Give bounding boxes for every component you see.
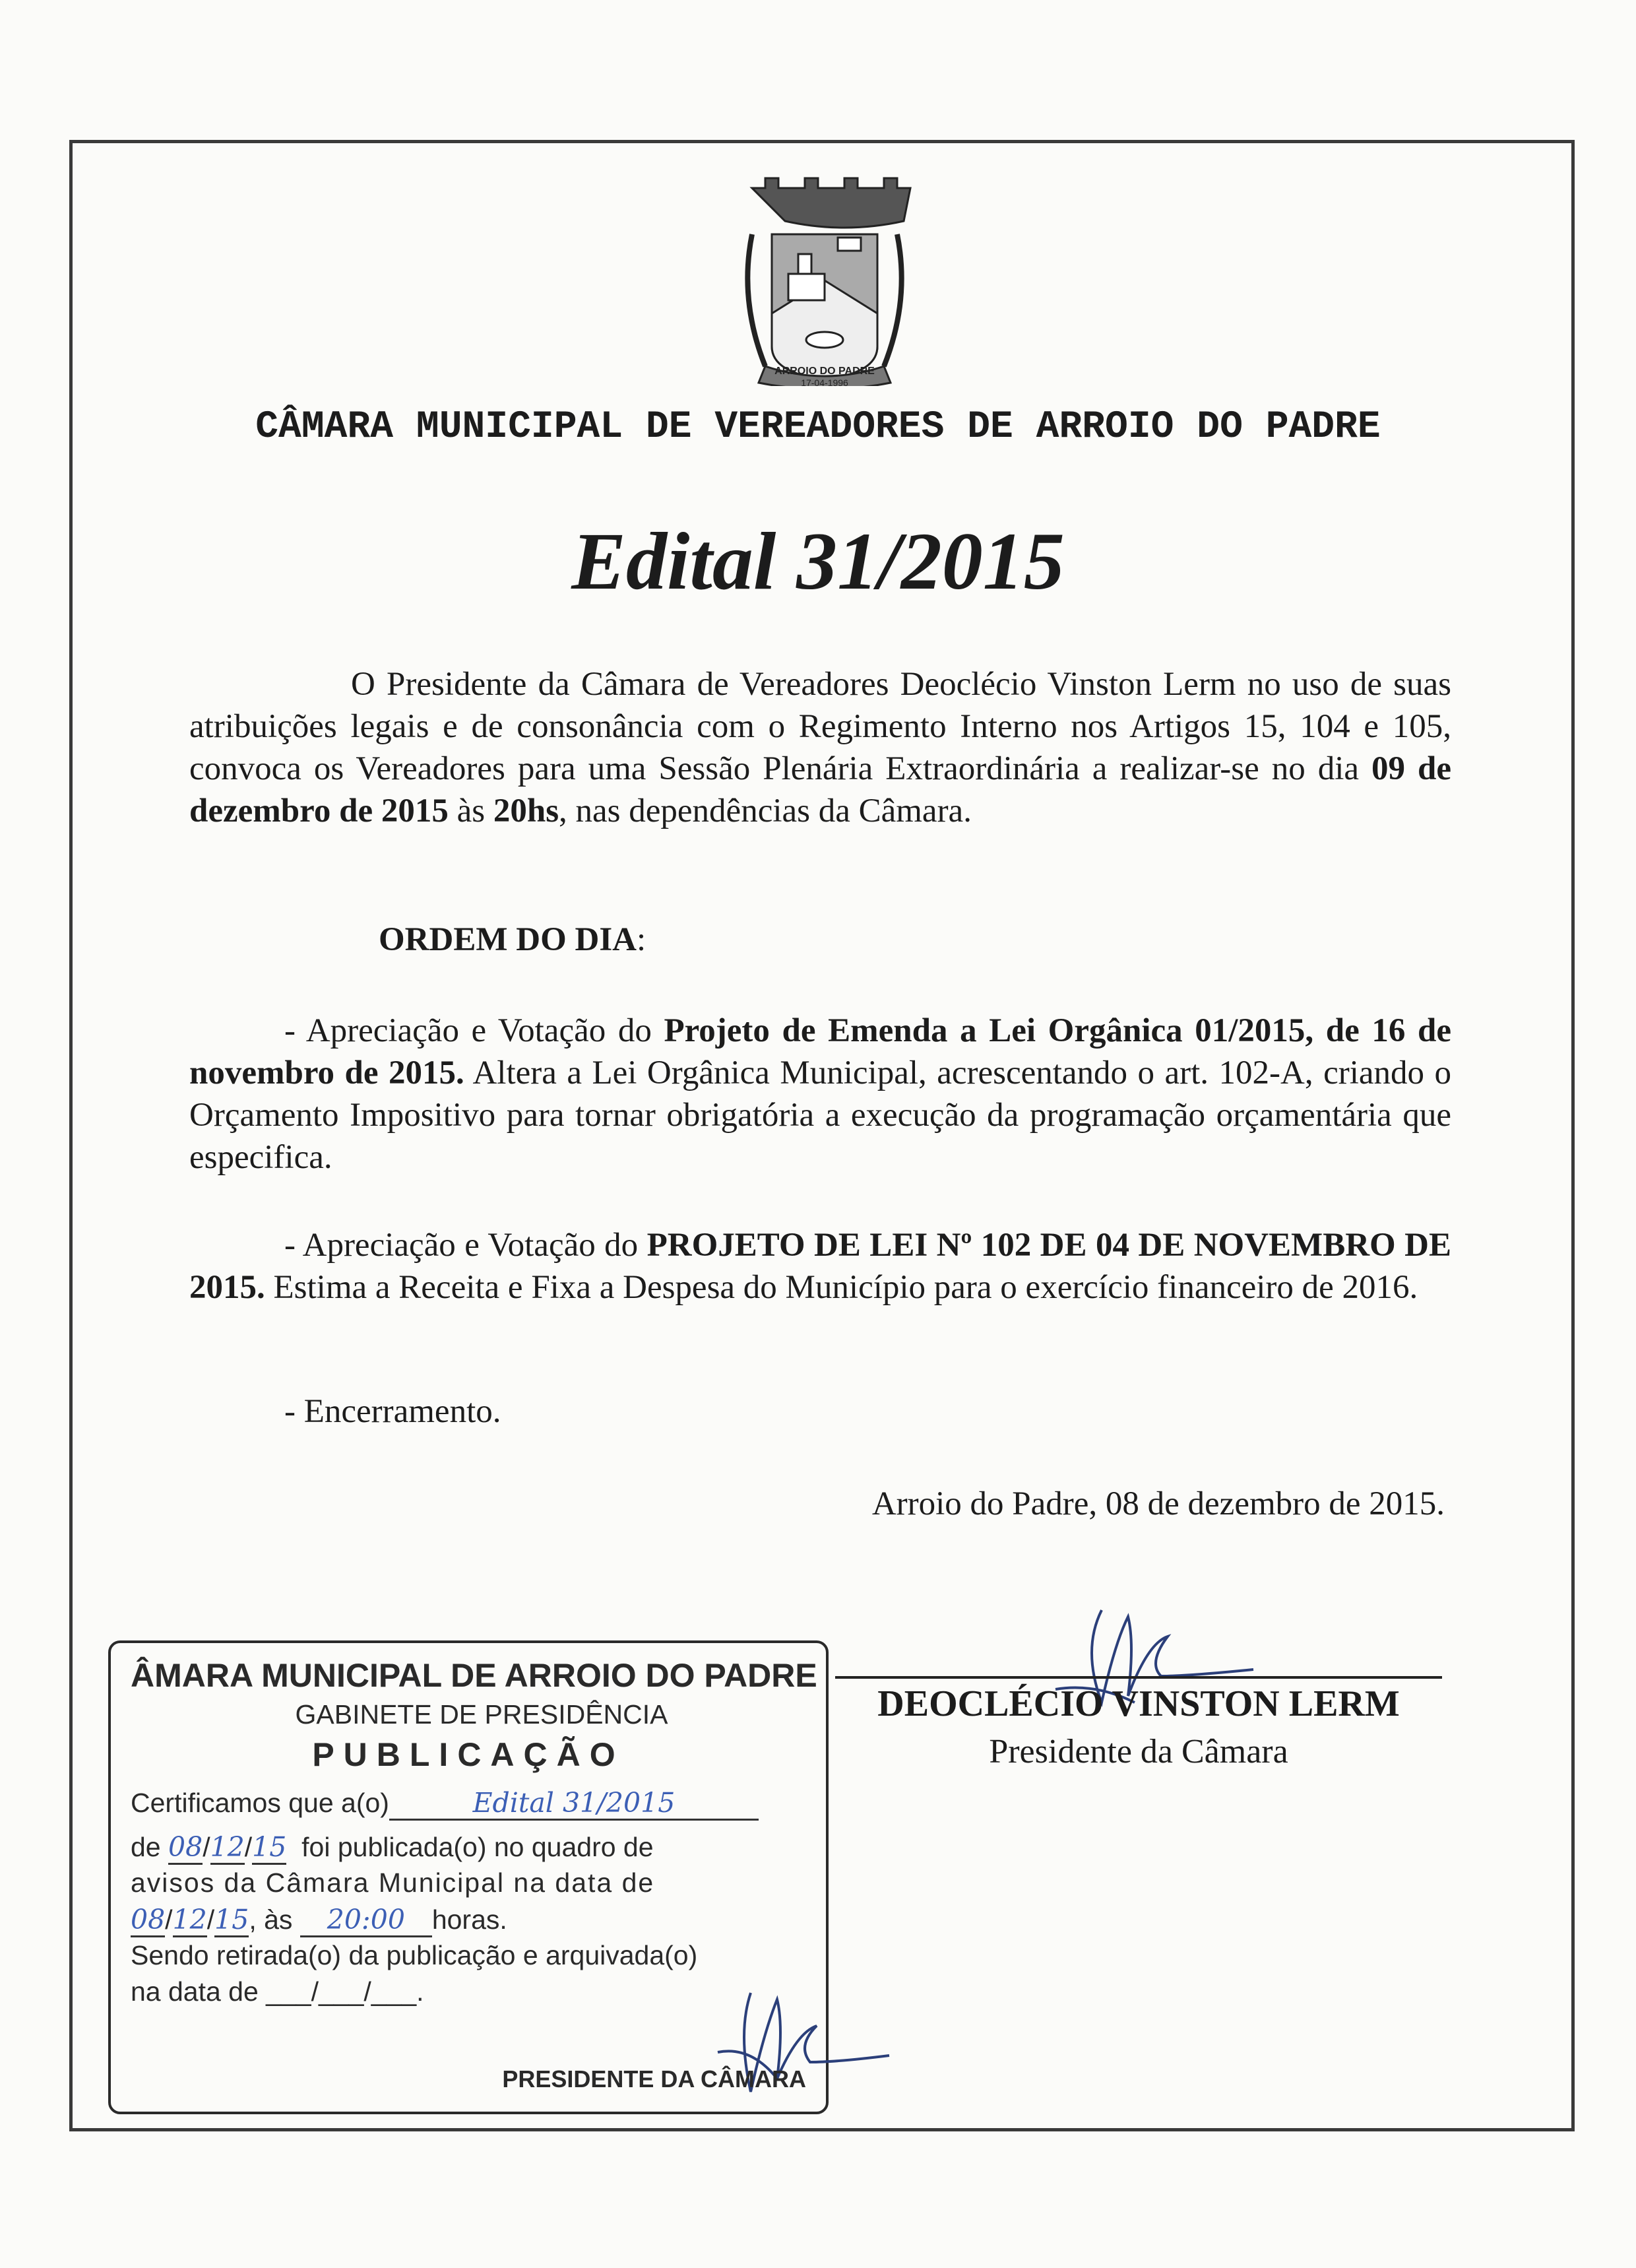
stamp-withdraw: Sendo retirada(o) da publicação e arquivada(o) — [131, 1940, 698, 1970]
stamp-as: , às — [249, 1904, 293, 1935]
intro-mid: às — [448, 793, 493, 829]
crest-date: 17-04-1996 — [801, 377, 848, 386]
intro-end: , nas dependências da Câmara. — [559, 793, 972, 829]
agenda-item-prefix: - Apreciação e Votação do — [284, 1012, 664, 1049]
agenda-heading-colon: : — [637, 921, 646, 958]
session-date: 09 de dezembro de 2015 — [189, 750, 1452, 829]
agenda-item-text: Altera a Lei Orgânica Municipal, acrescentando o art. 102-A, criando o Orçamento Impositivo para tornar obrigatória a execução da programação orçamentária que especifica. — [189, 1054, 1451, 1176]
stamp-withdraw-date: na data de ___/___/___. — [131, 1976, 424, 2007]
agenda-item-prefix: - Apreciação e Votação do — [284, 1227, 647, 1264]
agenda-item-title: PROJETO DE LEI Nº 102 DE 04 DE NOVEMBRO DE 2015. — [189, 1227, 1452, 1306]
crest-banner-text: ARROIO DO PADRE — [774, 366, 875, 377]
stamp-doc-handwritten: Edital 31/2015 — [389, 1787, 759, 1821]
doc-day: 08 — [168, 1831, 203, 1865]
doc-month: 12 — [210, 1831, 245, 1865]
municipal-crest-logo — [719, 162, 930, 386]
pub-time: 20:00 — [300, 1904, 432, 1937]
session-time: 20hs — [493, 793, 559, 829]
agenda-item — [189, 1010, 1451, 1179]
stamp-horas: horas. — [431, 1904, 507, 1935]
signatory-name: DEOCLÉCIO VINSTON LERM — [835, 1676, 1442, 1725]
stamp-institution: ÂMARA MUNICIPAL DE ARROIO DO PADRE — [131, 1657, 817, 1694]
stamp-heading: PUBLICAÇÃO — [312, 1736, 625, 1773]
agenda-item-closing: - Encerramento. — [284, 1393, 501, 1430]
agenda-item — [189, 1224, 1451, 1309]
signatory-role: Presidente da Câmara — [989, 1733, 1288, 1770]
place-and-date: Arroio do Padre, 08 de dezembro de 2015. — [871, 1485, 1445, 1522]
stamp-signer: PRESIDENTE DA CÂMARA — [502, 2065, 806, 2092]
stamp-doc-date-line: de 08/12/15 foi publicada(o) no quadro de — [131, 1831, 806, 1865]
stamp-cert-line — [131, 1787, 806, 1821]
intro-text: O Presidente da Câmara de Vereadores Deoclécio Vinston Lerm no uso de suas atribuições legais e de consonância com o Regimento Interno nos Artigos 15, 104 e 105, convoca os Vereadores para uma Sessão Plenária Extraordinária a realizar-se no dia — [189, 666, 1451, 787]
stamp-pub-date-line: 08/12/15, às 20:00 horas. — [131, 1904, 806, 1937]
stamp-de: de — [131, 1832, 161, 1862]
stamp-pub-text: foi publicada(o) no quadro de — [301, 1832, 654, 1862]
publication-stamp — [108, 1640, 829, 2114]
intro-paragraph — [189, 663, 1451, 832]
pub-month: 12 — [173, 1904, 207, 1937]
stamp-office: GABINETE DE PRESIDÊNCIA — [295, 1699, 668, 1730]
document-title: Edital 31/2015 — [571, 516, 1065, 606]
agenda-heading-text: ORDEM DO DIA — [379, 921, 637, 958]
pub-day: 08 — [131, 1904, 165, 1937]
agenda-item-title: Projeto de Emenda a Lei Orgânica 01/2015, de 16 de novembro de 2015. — [189, 1012, 1451, 1091]
stamp-pub-text2: avisos da Câmara Municipal na data de — [131, 1867, 655, 1898]
pub-year: 15 — [214, 1904, 249, 1937]
agenda-item-text: Estima a Receita e Fixa a Despesa do Município para o exercício financeiro de 2016. — [265, 1269, 1418, 1306]
stamp-cert-text: Certificamos que a(o) — [131, 1788, 389, 1818]
doc-year: 15 — [252, 1831, 286, 1865]
institution-header: CÂMARA MUNICIPAL DE VEREADORES DE ARROIO DO PADRE — [255, 406, 1381, 449]
agenda-heading — [379, 921, 646, 959]
